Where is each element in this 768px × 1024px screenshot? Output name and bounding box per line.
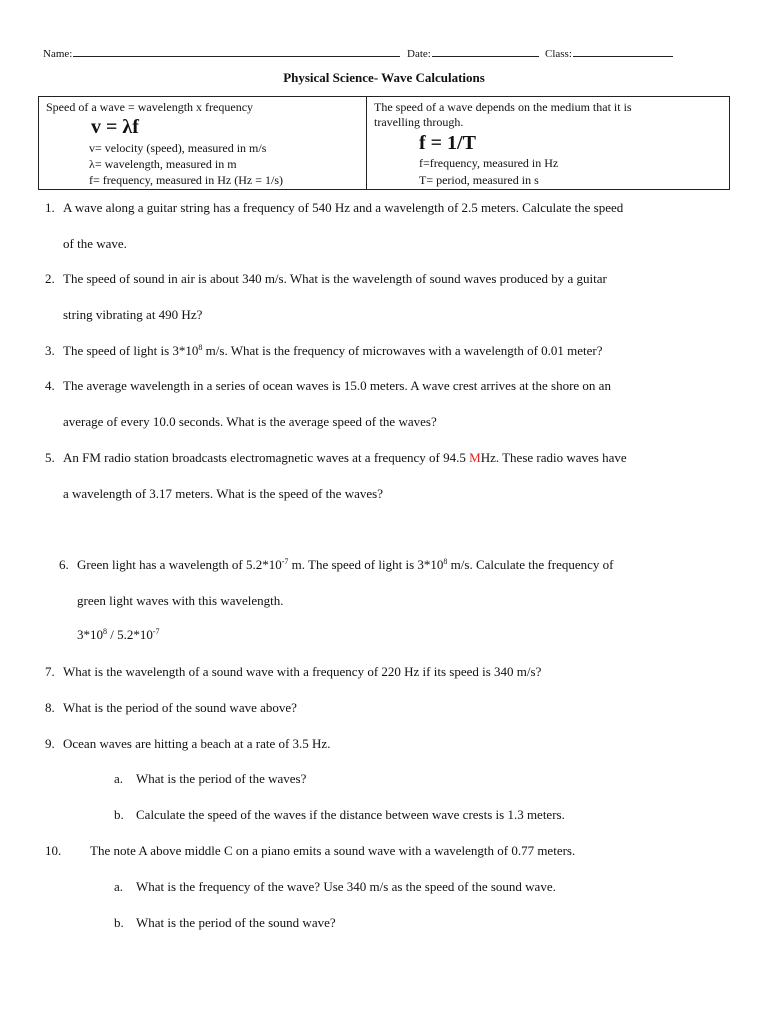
question-text: A wave along a guitar string has a frequency of 540 Hz and a wavelength of 2.5 meters. Calculate the speed (63, 200, 624, 215)
question-text: What is the wavelength of a sound wave with a frequency of 220 Hz if its speed is 340 m/s? (63, 664, 542, 679)
name-label: Name: (43, 48, 73, 60)
medium-note-line2: travelling through. (374, 115, 464, 129)
question-text: The average wavelength in a series of ocean waves is 15.0 meters. A wave crest arrives at the shore on an (63, 378, 611, 393)
name-field[interactable] (43, 46, 400, 60)
question-number: 8. (45, 700, 55, 715)
question-text: Green light has a wavelength of $5.2*10^{-7}$ m. The speed of light is $3*10^8$ m/s. Calculate the frequency of (77, 557, 614, 572)
question-number: 10. (45, 843, 62, 858)
box-divider (366, 97, 367, 189)
question-text: The speed of light is $3*10^8$ m/s. What is the frequency of microwaves with a wavelength of 0.01 meter? (63, 343, 603, 358)
question-text: Ocean waves are hitting a beach at a rate of 3.5 Hz. (63, 736, 331, 751)
page-title: Physical Science- Wave Calculations (283, 70, 485, 85)
question-text: What is the period of the sound wave above? (63, 700, 297, 715)
name-blank[interactable] (73, 46, 400, 57)
question-text: a wavelength of 3.17 meters. What is the speed of the waves? (63, 486, 383, 501)
formula-box (38, 96, 730, 190)
question-text: string vibrating at 490 Hz? (63, 307, 203, 322)
period-formula: f = 1/T (419, 132, 476, 154)
work-expression: $3*10^8 / 5.2*10^{-7}$ (77, 627, 160, 642)
frequency-definition: f= frequency, measured in Hz (Hz = 1/s) (89, 173, 284, 187)
subquestion-text: What is the frequency of the wave? Use 340 m/s as the speed of the sound wave. (136, 879, 556, 894)
question-text: of the wave. (63, 236, 127, 251)
medium-note-line1: The speed of a wave depends on the medium that it is (374, 100, 632, 114)
class-field[interactable] (545, 46, 673, 60)
wavelength-definition: λ= wavelength, measured in m (89, 157, 237, 171)
question-number: 9. (45, 736, 55, 751)
freq-hz-definition: f=frequency, measured in Hz (419, 156, 559, 170)
question-text: green light waves with this wavelength. (77, 593, 284, 608)
question-number: 4. (45, 378, 55, 393)
velocity-definition: v= velocity (speed), measured in m/s (89, 141, 267, 155)
question-number: 6. (59, 557, 69, 572)
subquestion-text: What is the period of the waves? (136, 771, 307, 786)
class-blank[interactable] (573, 46, 673, 57)
question-number: 5. (45, 450, 55, 465)
period-definition: T= period, measured in s (419, 173, 539, 187)
date-label: Date: (407, 48, 431, 60)
subquestion-label: b. (114, 915, 124, 930)
question-text: The note A above middle C on a piano emits a sound wave with a wavelength of 0.77 meters. (90, 843, 576, 858)
question-number: 1. (45, 200, 55, 215)
class-label: Class: (545, 48, 572, 60)
highlighted-unit-prefix: M (469, 450, 481, 465)
question-number: 2. (45, 271, 55, 286)
wave-speed-formula: v = λf (91, 116, 139, 138)
date-field[interactable] (407, 46, 539, 60)
question-text: The speed of sound in air is about 340 m/s. What is the wavelength of sound waves produced by a guitar (63, 271, 607, 286)
subquestion-label: b. (114, 807, 124, 822)
subquestion-label: a. (114, 879, 124, 894)
question-number: 7. (45, 664, 55, 679)
date-blank[interactable] (432, 46, 539, 57)
question-number: 3. (45, 343, 55, 358)
subquestion-text: Calculate the speed of the waves if the distance between wave crests is 1.3 meters. (136, 807, 565, 822)
question-text: average of every 10.0 seconds. What is the average speed of the waves? (63, 414, 437, 429)
wave-speed-definition: Speed of a wave = wavelength x frequency (46, 100, 254, 114)
subquestion-label: a. (114, 771, 124, 786)
question-text: An FM radio station broadcasts electromagnetic waves at a frequency of 94.5 MHz. These radio waves have (63, 450, 627, 465)
subquestion-text: What is the period of the sound wave? (136, 915, 336, 930)
